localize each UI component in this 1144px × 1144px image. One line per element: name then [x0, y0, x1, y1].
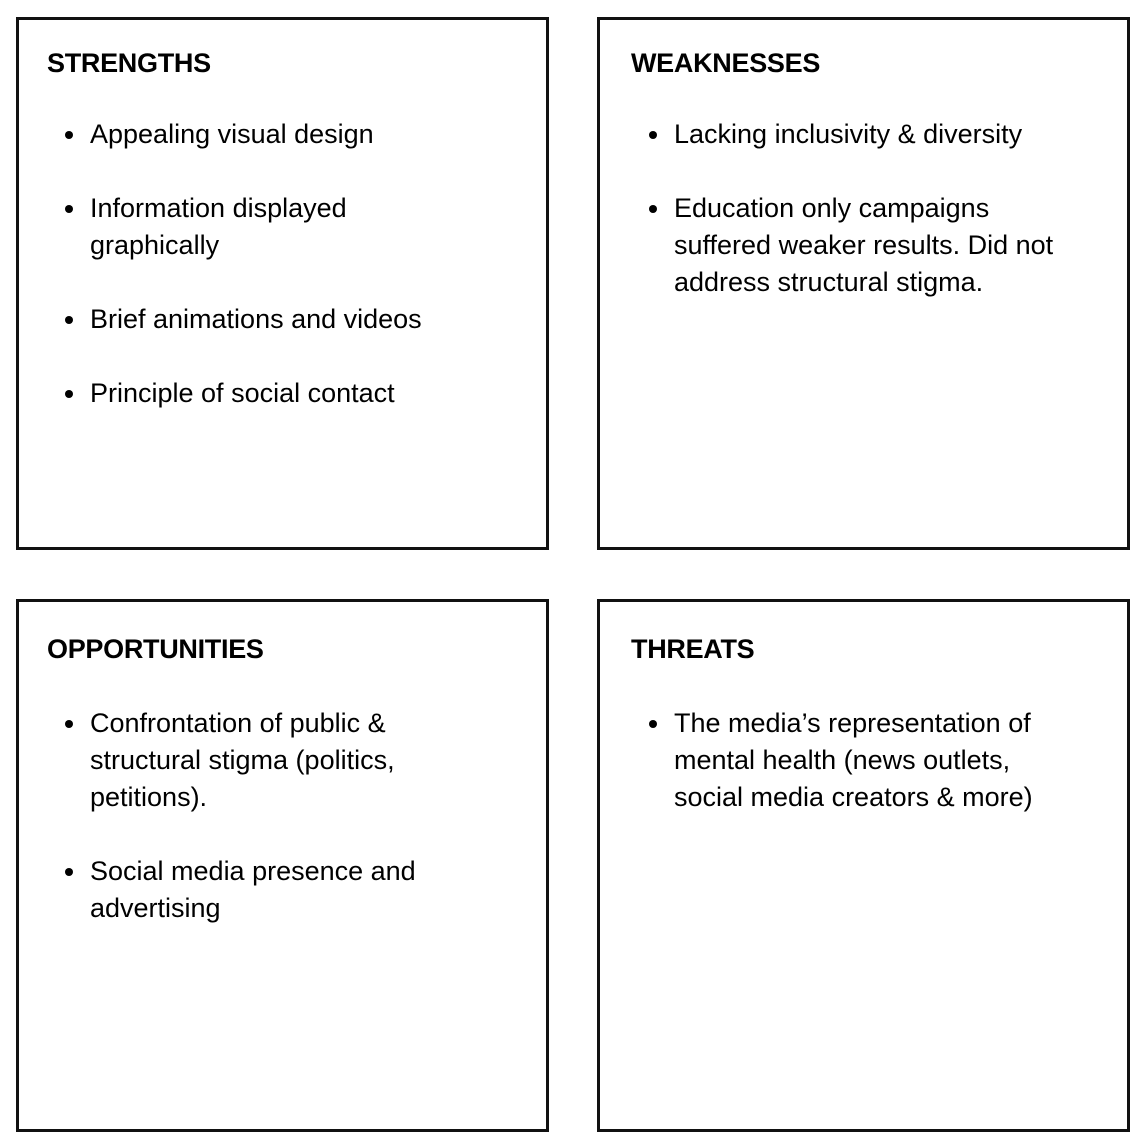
strengths-item: Principle of social contact: [47, 375, 526, 412]
weaknesses-quadrant: [597, 17, 1130, 550]
opportunities-quadrant: [16, 599, 549, 1132]
strengths-quadrant: [16, 17, 549, 550]
strengths-title: STRENGTHS: [47, 48, 211, 78]
weaknesses-list: [631, 116, 1107, 338]
strengths-item: Appealing visual design: [47, 116, 526, 153]
strengths-item: Brief animations and videos: [47, 301, 526, 338]
weaknesses-item: Lacking inclusivity & diversity: [631, 116, 1107, 153]
threats-item: The media’s representation of mental health (news outlets, social media creators & more): [631, 705, 1069, 816]
strengths-item: Information displayed graphically: [47, 190, 390, 264]
strengths-list: [47, 116, 526, 449]
opportunities-item: Social media presence and advertising: [47, 853, 440, 927]
opportunities-title: OPPORTUNITIES: [47, 634, 264, 664]
weaknesses-title: WEAKNESSES: [631, 48, 821, 78]
opportunities-item: Confrontation of public & structural stigma (politics, petitions).: [47, 705, 430, 816]
threats-list: [631, 705, 1107, 853]
opportunities-list: [47, 705, 526, 964]
threats-quadrant: [597, 599, 1130, 1132]
weaknesses-item: Education only campaigns suffered weaker results. Did not address structural stigma.: [631, 190, 1084, 301]
threats-title: THREATS: [631, 634, 755, 664]
